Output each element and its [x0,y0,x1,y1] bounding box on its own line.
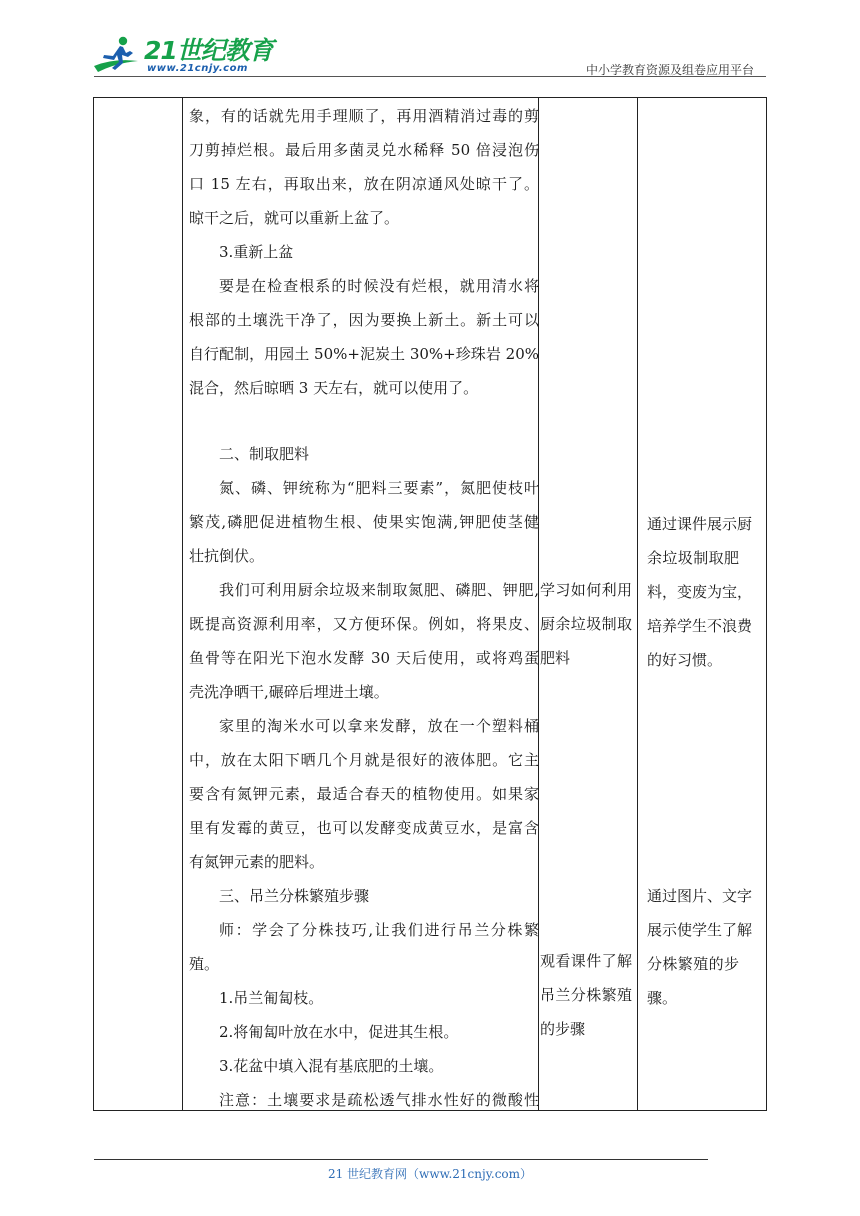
content-line: 有氮钾元素的肥料。 [189,853,325,871]
content-line: 要是在检查根系的时候没有烂根，就用清水将 [219,277,539,295]
content-line: 3.花盆中填入混有基底肥的土壤。 [219,1057,444,1075]
content-line: 要含有氮钾元素，最适合春天的植物使用。如果家 [189,785,539,803]
content-line: 象，有的话就先用手理顺了，再用酒精消过毒的剪 [189,107,539,125]
student-note-line: 的步骤 [540,1020,586,1038]
content-line: 壳洗净晒干,碾碎后埋进土壤。 [189,683,389,701]
content-line: 混合，然后晾晒 3 天左右，就可以使用了。 [189,379,479,397]
content-line: 我们可利用厨余垃圾来制取氮肥、磷肥、钾肥, [219,581,539,599]
column-divider [182,98,183,1110]
runner-logo-icon [92,36,142,76]
content-line: 里有发霉的黄豆，也可以发酵变成黄豆水，是富含 [189,819,539,837]
header-divider [94,76,766,77]
content-line: 殖。 [189,955,220,973]
student-note-line: 观看课件了解 [540,952,632,970]
section-heading: 二、制取肥料 [219,445,310,463]
content-line: 鱼骨等在阳光下泡水发酵 30 天后使用，或将鸡蛋 [189,649,539,667]
logo-url: www.21cnjy.com [147,63,248,74]
design-note-line: 分株繁殖的步 [647,955,739,973]
student-note-line: 学习如何利用 [540,581,632,599]
content-line: 师：学会了分株技巧,让我们进行吊兰分株繁 [219,921,539,939]
site-logo [92,36,273,76]
student-note-line: 吊兰分株繁殖 [540,986,632,1004]
content-line: 壮抗倒伏。 [189,547,265,565]
design-note-line: 培养学生不浪费 [647,617,753,635]
column-divider [637,98,638,1110]
design-note-line: 骤。 [647,989,678,1007]
content-line: 1.吊兰匍匐枝。 [219,989,324,1007]
footer-divider [94,1159,708,1160]
footer-link[interactable]: 21 世纪教育网（www.21cnjy.com） [327,1167,533,1181]
design-note-line: 通过课件展示厨 [647,515,753,533]
student-note-line: 肥料 [540,649,571,667]
content-line: 自行配制，用园土 50%+泥炭土 30%+珍珠岩 20% [189,345,539,363]
content-line: 根部的土壤洗干净了，因为要换上新土。新土可以 [189,311,539,329]
design-note-line: 余垃圾制取肥 [647,549,739,567]
section-heading: 三、吊兰分株繁殖步骤 [219,887,370,905]
student-note-line: 厨余垃圾制取 [540,615,632,633]
section-heading: 3.重新上盆 [219,243,294,261]
content-line: 注意：土壤要求是疏松透气排水性好的微酸性 [219,1091,539,1109]
content-line: 氮、磷、钾统称为“肥料三要素”，氮肥使枝叶 [219,479,539,497]
content-line: 既提高资源利用率，又方便环保。例如，将果皮、 [189,615,539,633]
design-note-line: 料，变废为宝， [647,583,753,601]
platform-label: 中小学教育资源及组卷应用平台 [585,63,754,77]
lesson-table [93,97,767,1111]
design-note-line: 的好习惯。 [647,651,723,669]
content-line: 刀剪掉烂根。最后用多菌灵兑水稀释 50 倍浸泡伤 [189,141,539,159]
content-line: 2.将匍匐叶放在水中，促进其生根。 [219,1023,459,1041]
content-line: 繁茂,磷肥促进植物生根、使果实饱满,钾肥使茎健 [189,513,539,531]
content-line: 中，放在太阳下晒几个月就是很好的液体肥。它主 [189,751,539,769]
content-line: 家里的淘米水可以拿来发酵，放在一个塑料桶 [219,717,539,735]
content-line: 口 15 左右，再取出来，放在阴凉通风处晾干了。 [189,175,539,193]
content-line: 晾干之后，就可以重新上盆了。 [189,209,400,227]
design-note-line: 展示使学生了解 [647,921,753,939]
design-note-line: 通过图片、文字 [647,887,753,905]
logo-title: 21世纪教育 [144,36,273,65]
